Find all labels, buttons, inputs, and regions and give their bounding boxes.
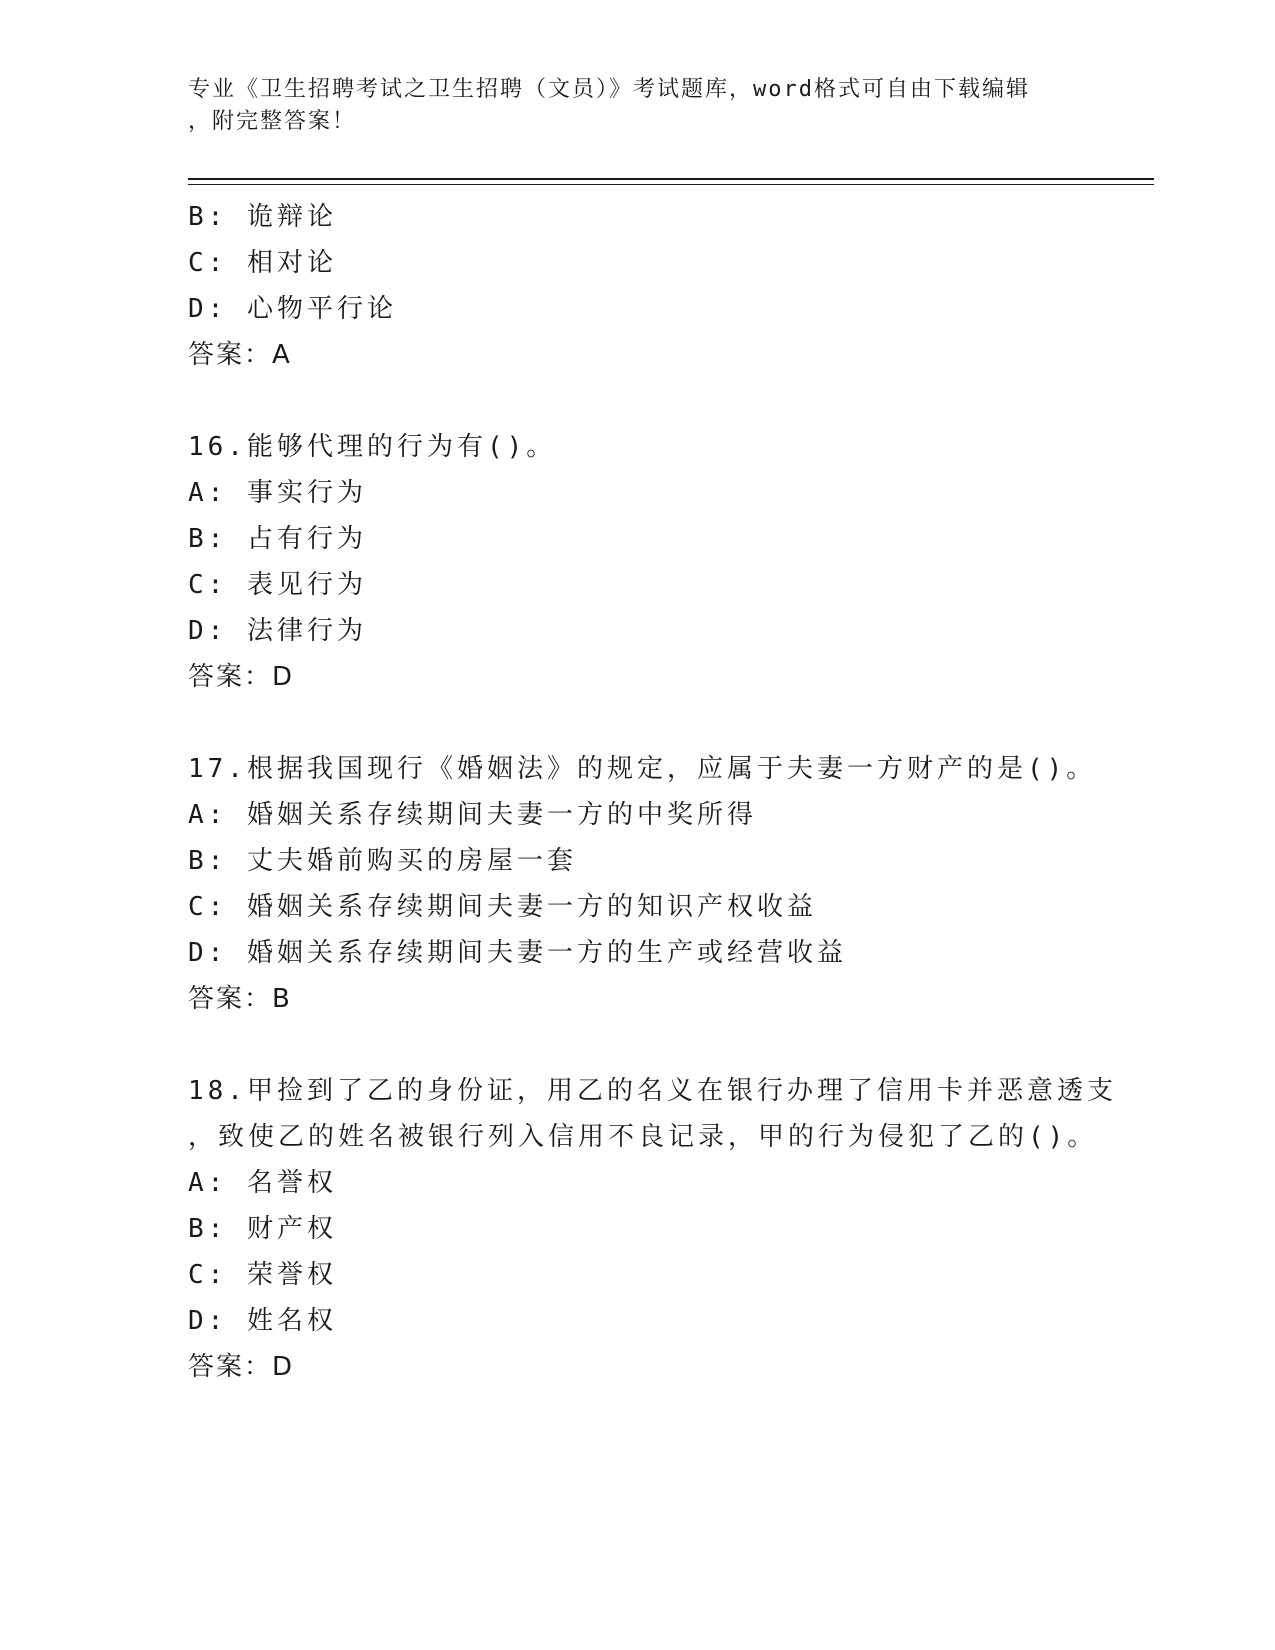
question-text: 17.根据我国现行《婚姻法》的规定，应属于夫妻一方财产的是()。 [188, 754, 1097, 784]
option-d: D: 婚姻关系存续期间夫妻一方的生产或经营收益 [188, 938, 847, 968]
question-list [188, 194, 1117, 1390]
answer-line: 答案：D [188, 662, 295, 692]
spacer [188, 1022, 1088, 1068]
question-17-block [188, 746, 1097, 1022]
question-15-block [188, 194, 1088, 378]
option-b: B: 丈夫婚前购买的房屋一套 [188, 846, 577, 876]
spacer [188, 700, 1088, 746]
spacer [188, 378, 1088, 424]
header-divider-thick [188, 178, 1154, 180]
option-b: B: 财产权 [188, 1214, 337, 1244]
question-text: 16.能够代理的行为有()。 [188, 432, 557, 462]
answer-line: 答案：D [188, 1352, 295, 1382]
option-b: B: 诡辩论 [188, 202, 337, 232]
answer-line: 答案：A [188, 340, 292, 370]
option-a: A: 事实行为 [188, 478, 367, 508]
option-a: A: 婚姻关系存续期间夫妻一方的中奖所得 [188, 800, 757, 830]
option-d: D: 法律行为 [188, 616, 367, 646]
answer-line: 答案：B [188, 984, 292, 1014]
header-line-1: 专业《卫生招聘考试之卫生招聘（文员）》考试题库，word格式可自由下载编辑 [188, 77, 1030, 102]
question-text-line-2: ，致使乙的姓名被银行列入信用不良记录，甲的行为侵犯了乙的()。 [188, 1122, 1098, 1152]
document-header [188, 74, 1078, 138]
option-a: A: 名誉权 [188, 1168, 337, 1198]
header-divider-thin [188, 184, 1154, 185]
option-c: C: 婚姻关系存续期间夫妻一方的知识产权收益 [188, 892, 817, 922]
question-16-block [188, 424, 1088, 700]
header-line-2: ，附完整答案！ [188, 109, 357, 134]
question-text-line-1: 18.甲捡到了乙的身份证，用乙的名义在银行办理了信用卡并恶意透支 [188, 1076, 1117, 1106]
question-18-block [188, 1068, 1117, 1390]
option-c: C: 相对论 [188, 248, 337, 278]
option-d: D: 姓名权 [188, 1306, 337, 1336]
option-b: B: 占有行为 [188, 524, 367, 554]
option-c: C: 荣誉权 [188, 1260, 337, 1290]
option-d: D: 心物平行论 [188, 294, 397, 324]
option-c: C: 表见行为 [188, 570, 367, 600]
